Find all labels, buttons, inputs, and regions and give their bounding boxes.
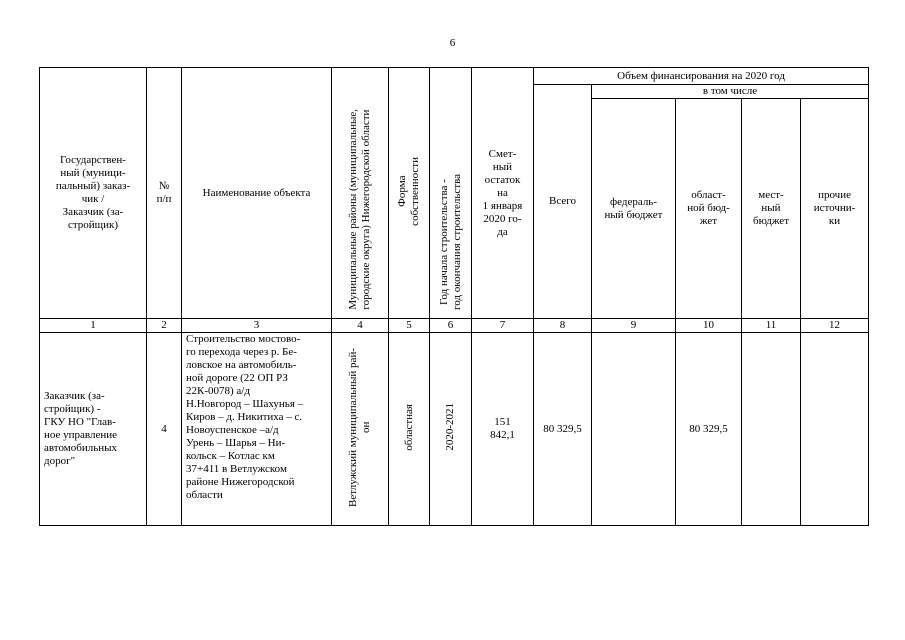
header-funding-group: Объем финансирования на 2020 год xyxy=(534,68,869,85)
header-total: Всего xyxy=(534,85,592,319)
cell-federal xyxy=(592,333,676,526)
header-estimate: Смет- ный остаток на 1 января 2020 го- да xyxy=(472,68,534,319)
cell-object-name: Строительство мостово- го перехода через р. Бе- ловское на автомобиль- ной дороге (22 ОП РЗ 22К-0078) а/д Н.Новгород – Шахунья – Киров – д. Никитиха – с. Новоуспенское –а/д Урень – Шарья – Ни- кольск – Котлас км 37+411 в Ветлужском районе Нижегородской области xyxy=(182,333,332,526)
header-regional: област- ной бюд- жет xyxy=(676,99,742,319)
column-number: 12 xyxy=(801,319,869,333)
column-number: 7 xyxy=(472,319,534,333)
header-including: в том числе xyxy=(592,85,869,99)
table-row xyxy=(40,333,869,526)
column-number: 1 xyxy=(40,319,147,333)
column-number: 8 xyxy=(534,319,592,333)
header-municipality: Муниципальные районы (муниципальные, городские округа) Нижегородской области xyxy=(332,68,389,319)
column-number: 5 xyxy=(389,319,430,333)
cell-years: 2020-2021 xyxy=(430,333,472,526)
column-number-row xyxy=(40,319,869,333)
header-local: мест- ный бюджет xyxy=(742,99,801,319)
header-row-1 xyxy=(40,68,869,85)
cell-total: 80 329,5 xyxy=(534,333,592,526)
page-number: 6 xyxy=(449,37,456,49)
column-number: 2 xyxy=(147,319,182,333)
column-number: 9 xyxy=(592,319,676,333)
column-number: 6 xyxy=(430,319,472,333)
cell-municipality: Ветлужский муниципальный рай- он xyxy=(332,333,389,526)
cell-index: 4 xyxy=(147,333,182,526)
header-customer: Государствен- ный (муници- пальный) заказ- чик / Заказчик (за- стройщик) xyxy=(40,68,147,319)
financing-table xyxy=(39,67,869,526)
cell-regional: 80 329,5 xyxy=(676,333,742,526)
cell-ownership: областная xyxy=(389,333,430,526)
header-other: прочие источни- ки xyxy=(801,99,869,319)
header-federal: федераль- ный бюджет xyxy=(592,99,676,319)
header-index: № п/п xyxy=(147,68,182,319)
column-number: 3 xyxy=(182,319,332,333)
cell-customer: Заказчик (за- стройщик) - ГКУ НО "Глав- ное управление автомобильных дорог" xyxy=(40,333,147,526)
column-number: 10 xyxy=(676,319,742,333)
cell-estimate: 151 842,1 xyxy=(472,333,534,526)
column-number: 11 xyxy=(742,319,801,333)
header-ownership: Форма собственности xyxy=(389,68,430,319)
cell-local xyxy=(742,333,801,526)
header-years: Год начала строительства - год окончания строительства xyxy=(430,68,472,319)
cell-other xyxy=(801,333,869,526)
header-object-name: Наименование объекта xyxy=(182,68,332,319)
column-number: 4 xyxy=(332,319,389,333)
